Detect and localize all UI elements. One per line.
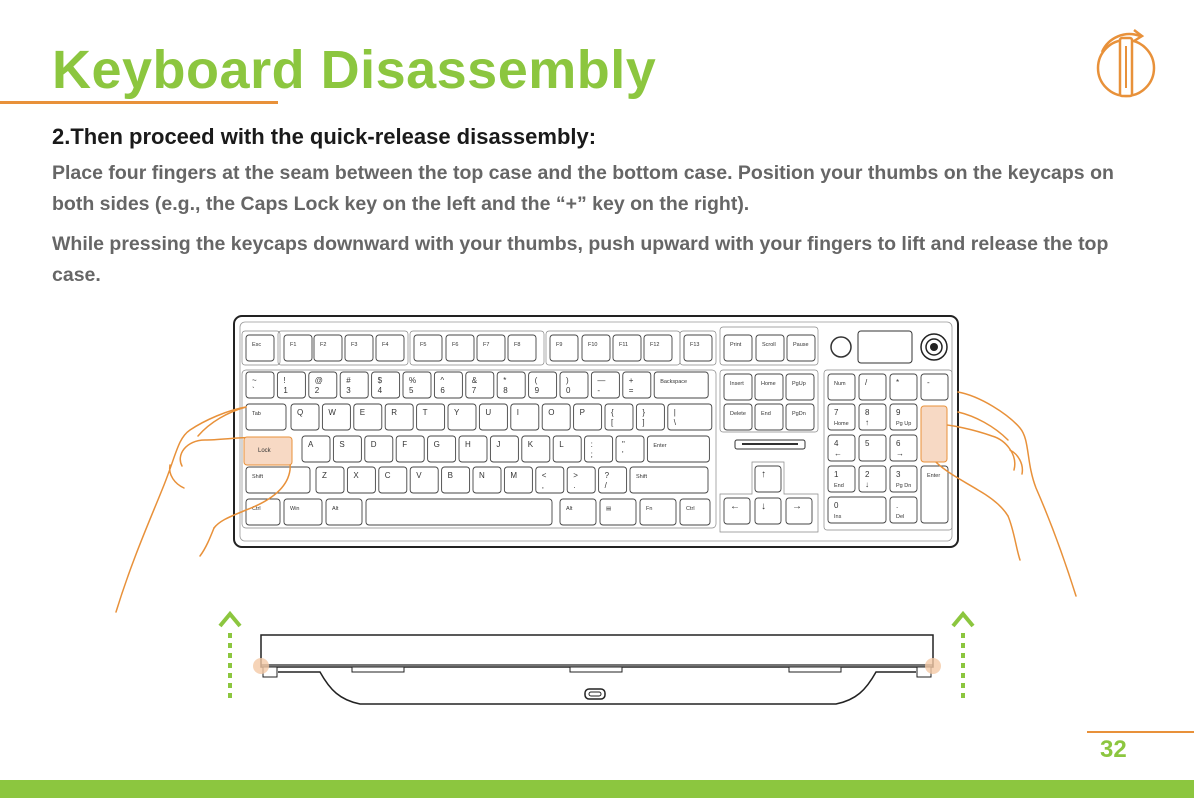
- keycap-label: ): [566, 376, 569, 385]
- keycap: [859, 404, 886, 430]
- keycap-label: :: [590, 440, 593, 449]
- keycap: [553, 436, 581, 462]
- keycap-label: ,: [541, 481, 545, 490]
- keycap-label: 9: [896, 408, 901, 417]
- keycap: [508, 335, 536, 361]
- keycap-label: *: [896, 378, 900, 387]
- keycap: [316, 467, 344, 493]
- round-button: [831, 337, 851, 357]
- keycap: [859, 435, 886, 461]
- keycap: [560, 499, 596, 525]
- keycap: [347, 467, 375, 493]
- svg-text:Lock: Lock: [258, 448, 271, 454]
- keycap: [246, 404, 286, 430]
- keycap-label: \: [673, 418, 677, 427]
- keycap: [647, 436, 709, 462]
- keycap: [417, 404, 445, 430]
- keycap-label: F2: [320, 342, 327, 348]
- keycap: [630, 467, 708, 493]
- keycap-label: ]: [642, 418, 645, 427]
- keycap-label: 3: [896, 470, 901, 479]
- keycap-label: F4: [382, 342, 389, 348]
- keycap: [322, 404, 350, 430]
- keycap-label: Insert: [730, 381, 744, 387]
- keycap: [640, 499, 676, 525]
- keycap-label: Alt: [566, 506, 573, 512]
- keycap: [403, 372, 431, 398]
- keycap-label: 2: [314, 386, 320, 395]
- keycap-label: Win: [290, 506, 300, 512]
- keycap-label: {: [611, 408, 614, 417]
- keycap: [755, 466, 781, 492]
- keycap-label: 0: [566, 386, 571, 395]
- keycap: [600, 499, 636, 525]
- keycap-label: Enter: [653, 443, 667, 449]
- dotted-arrow-up-icon: [953, 614, 973, 698]
- keycap: [724, 335, 752, 361]
- keycap: [599, 467, 627, 493]
- keycap-label: F11: [619, 342, 629, 348]
- keycap-label: F5: [420, 342, 427, 348]
- page-title: Keyboard Disassembly: [52, 40, 657, 100]
- keycap: [654, 372, 708, 398]
- keycap-label: Shift: [636, 474, 648, 480]
- page-number: 32: [1100, 736, 1127, 763]
- keycap-label: .: [573, 481, 576, 490]
- keycap: [396, 436, 424, 462]
- keycap-label: R: [391, 408, 397, 417]
- keycap-label: ^: [440, 376, 445, 385]
- keycap-label: ': [622, 450, 624, 459]
- keycap-label: L: [559, 440, 564, 449]
- keycap-label: B: [447, 471, 453, 480]
- keycap-label: Z: [322, 471, 327, 480]
- keycap-label: /: [604, 481, 607, 490]
- keycap: [446, 335, 474, 361]
- keycap: [302, 436, 330, 462]
- instruction-paragraph-2: While pressing the keycaps downward with your thumbs, push upward with your fingers to lift and release the top case.: [52, 233, 1109, 286]
- keycap: [504, 467, 532, 493]
- keycap: [372, 372, 400, 398]
- plus-key-highlight: [921, 406, 947, 462]
- keycap: [522, 436, 550, 462]
- keycap-label: Fn: [646, 506, 653, 512]
- keycap-label: N: [479, 471, 485, 480]
- keycap: [605, 404, 633, 430]
- keycap-label: 0: [834, 501, 839, 510]
- keycap-label: %: [409, 376, 417, 385]
- keycap: [291, 404, 319, 430]
- keycap-label: *: [503, 376, 507, 385]
- keycap: [684, 335, 712, 361]
- keycap-label: Esc: [252, 342, 262, 348]
- keycap-label: →: [896, 449, 904, 458]
- keycap-label: |: [673, 408, 676, 417]
- keycap-label: 1: [283, 386, 288, 395]
- keycap-label: O: [548, 408, 555, 417]
- keycap-label: V: [416, 471, 422, 480]
- keycap: [921, 374, 948, 400]
- display-screen: [858, 331, 912, 363]
- keycap: [567, 467, 595, 493]
- keycap-label: D: [370, 440, 377, 449]
- keycap-label: End: [834, 483, 844, 489]
- keycap: [585, 436, 613, 462]
- keycap: [542, 404, 570, 430]
- keycap-label: Y: [454, 408, 460, 417]
- keycap: [379, 467, 407, 493]
- keycap: [246, 372, 274, 398]
- keycap: [859, 466, 886, 492]
- keycap: [479, 404, 507, 430]
- keycap-label: J: [496, 440, 501, 449]
- keycap: [582, 335, 610, 361]
- keycap: [724, 374, 752, 400]
- keycap: [314, 335, 342, 361]
- keycap: [859, 374, 886, 400]
- keycap-label: /: [865, 378, 868, 387]
- keycap-label: F9: [556, 342, 563, 348]
- keycap: [246, 335, 274, 361]
- keycap-label: A: [308, 440, 314, 449]
- knob-icon: [921, 334, 947, 360]
- keycap: [756, 335, 784, 361]
- keycap-label: 5: [409, 386, 414, 395]
- keycap-label: Ctrl: [252, 506, 261, 512]
- keycap-label: @: [314, 376, 323, 385]
- keycap-label: Ins: [834, 514, 842, 520]
- keycap-label: 5: [865, 439, 870, 448]
- keycap-label: ↓: [865, 480, 869, 489]
- keycap-label: F6: [452, 342, 459, 348]
- keycap: [277, 372, 305, 398]
- keycap-label: ↑: [865, 418, 869, 427]
- keycap: [560, 372, 588, 398]
- keycap-label: F3: [351, 342, 358, 348]
- keycap-label: PgUp: [792, 381, 806, 387]
- keycap-label: I: [516, 408, 520, 417]
- keycap-label: Home: [761, 381, 776, 387]
- keycap-label: Enter: [927, 473, 941, 479]
- keycap-label: !: [283, 376, 286, 385]
- keycap-label: 7: [471, 386, 477, 395]
- keycap-label: 4: [377, 386, 383, 395]
- keycap: [680, 499, 710, 525]
- keycap: [376, 335, 404, 361]
- keycap-label: 8: [503, 386, 508, 395]
- keycap-label: G: [433, 440, 440, 449]
- keycap-label: C: [384, 471, 391, 480]
- keycap-label: 7: [834, 408, 839, 417]
- keycap: [326, 499, 362, 525]
- keycap-label: >: [573, 471, 578, 480]
- keycap-label: U: [485, 408, 492, 417]
- keycap: [550, 335, 578, 361]
- keycap-label: F13: [690, 342, 700, 348]
- keycap-label: 3: [346, 386, 351, 395]
- keycap-label: PgDn: [792, 411, 806, 417]
- instruction-paragraph-1: Place four fingers at the seam between the top case and the bottom case. Position your thumbs on the keycaps on both sides (e.g., the Caps Lock key on the left and the “+” key on the right).: [52, 162, 1114, 215]
- keycap-label: -: [597, 386, 601, 395]
- keycap-label: Q: [297, 408, 304, 417]
- keycap-label: ": [622, 440, 625, 449]
- keycap-label: 2: [865, 470, 870, 479]
- keycap: [345, 335, 373, 361]
- keyboard-side-view: [253, 635, 941, 704]
- keycap-label: H: [465, 440, 471, 449]
- keycap: [828, 374, 855, 400]
- keycap: [473, 467, 501, 493]
- keycap-label: F1: [290, 342, 297, 348]
- keycap-label: Pg Dn: [896, 483, 912, 489]
- keycap: [890, 374, 917, 400]
- keycap: [786, 374, 814, 400]
- keycap-label: S: [339, 440, 345, 449]
- keycap-label: Pg Up: [896, 421, 912, 427]
- keycap: [466, 372, 494, 398]
- keycap-label: Shift: [252, 474, 264, 480]
- keycap: [755, 374, 783, 400]
- keycap: [755, 404, 783, 430]
- keycap-label: Ctrl: [686, 506, 695, 512]
- keycap-label: T: [422, 408, 428, 417]
- keycap-label: Scroll: [762, 342, 776, 348]
- footer-bar: [0, 780, 1194, 798]
- keycap-label: F12: [650, 342, 660, 348]
- keycap-label: K: [527, 440, 534, 449]
- keycap-label: #: [346, 376, 351, 385]
- keycap-label: Num: [834, 381, 846, 387]
- keycap-label: P: [579, 408, 585, 417]
- keycap-label: ▤: [606, 506, 612, 512]
- keycap: [755, 498, 781, 524]
- keycap: [246, 467, 310, 493]
- keycap-label: F: [402, 440, 408, 449]
- keycap: [497, 372, 525, 398]
- keycap: [536, 467, 564, 493]
- keycap-label: ;: [590, 450, 593, 459]
- keycap: [428, 436, 456, 462]
- keycap: [787, 335, 815, 361]
- keycap-label: 6: [440, 386, 445, 395]
- keycap: [613, 335, 641, 361]
- keycap-label: 8: [865, 408, 870, 417]
- keycap-label: Delete: [730, 411, 746, 417]
- keycap: [724, 404, 752, 430]
- keycap: [284, 335, 312, 361]
- keycap: [365, 436, 393, 462]
- keycap: [644, 335, 672, 361]
- keycap-label: =: [628, 386, 634, 395]
- keycap-label: Tab: [252, 411, 261, 417]
- step-heading: 2.Then proceed with the quick-release disassembly:: [52, 124, 597, 149]
- keycap: [434, 372, 462, 398]
- keycap: [786, 404, 814, 430]
- keycap-label: F7: [483, 342, 490, 348]
- keycap-label: E: [359, 408, 366, 417]
- keycap-label: $: [377, 376, 383, 385]
- keycap-label: Backspace: [660, 379, 688, 385]
- keycap: [477, 335, 505, 361]
- keycap: [414, 335, 442, 361]
- keycap-label: →: [792, 501, 802, 512]
- keycap-label: 4: [834, 439, 839, 448]
- keycap-label: 1: [834, 470, 839, 479]
- keycap-label: End: [761, 411, 771, 417]
- keycap-label: ←: [730, 501, 740, 512]
- keycap: [284, 499, 322, 525]
- right-seam-highlight: [925, 658, 941, 674]
- keycap-label: X: [353, 471, 359, 480]
- keycap-label: Del: [896, 514, 905, 520]
- keycap-label: (: [534, 376, 538, 385]
- keycap-label: ↑: [761, 469, 766, 480]
- keycap-label: M: [510, 471, 518, 480]
- keycap-label: }: [642, 408, 646, 417]
- keycap: [616, 436, 644, 462]
- keycap: [623, 372, 651, 398]
- keycap-label: W: [328, 408, 336, 417]
- keycap-label: `: [252, 386, 255, 395]
- keycap-label: [: [611, 418, 614, 427]
- keycap-label: &: [471, 376, 478, 385]
- keycap: [448, 404, 476, 430]
- keycap: [574, 404, 602, 430]
- keycap: [529, 372, 557, 398]
- keycap: [385, 404, 413, 430]
- keycap-label: ←: [834, 449, 842, 458]
- keycap-label: F8: [514, 342, 521, 348]
- keycap: [410, 467, 438, 493]
- keycap: [340, 372, 368, 398]
- keycap: [490, 436, 518, 462]
- keycap: [636, 404, 664, 430]
- keycap-label: Alt: [332, 506, 339, 512]
- keycap: [354, 404, 382, 430]
- keycap-label: F10: [588, 342, 598, 348]
- keycap-label: ?: [604, 471, 610, 480]
- keycap-label: .: [896, 501, 899, 510]
- keycap-label: Home: [834, 421, 849, 427]
- keycap-label: Pause: [793, 342, 809, 348]
- keycap: [366, 499, 552, 525]
- keycap-label: —: [597, 376, 606, 385]
- keycap: [442, 467, 470, 493]
- left-seam-highlight: [253, 658, 269, 674]
- keycap: [333, 436, 361, 462]
- keycap-label: +: [628, 376, 634, 385]
- keycap-label: 9: [534, 386, 540, 395]
- keycap: [511, 404, 539, 430]
- dotted-arrow-up-icon: [220, 614, 240, 698]
- keycap: [459, 436, 487, 462]
- keycap-label: -: [927, 378, 930, 387]
- page-number-rule: [1087, 731, 1194, 733]
- keycap-label: Print: [730, 342, 742, 348]
- keycap-label: ~: [252, 376, 257, 385]
- keycap-label: 6: [896, 439, 901, 448]
- keycap-label: <: [541, 471, 547, 480]
- keycap-label: ↓: [761, 501, 766, 512]
